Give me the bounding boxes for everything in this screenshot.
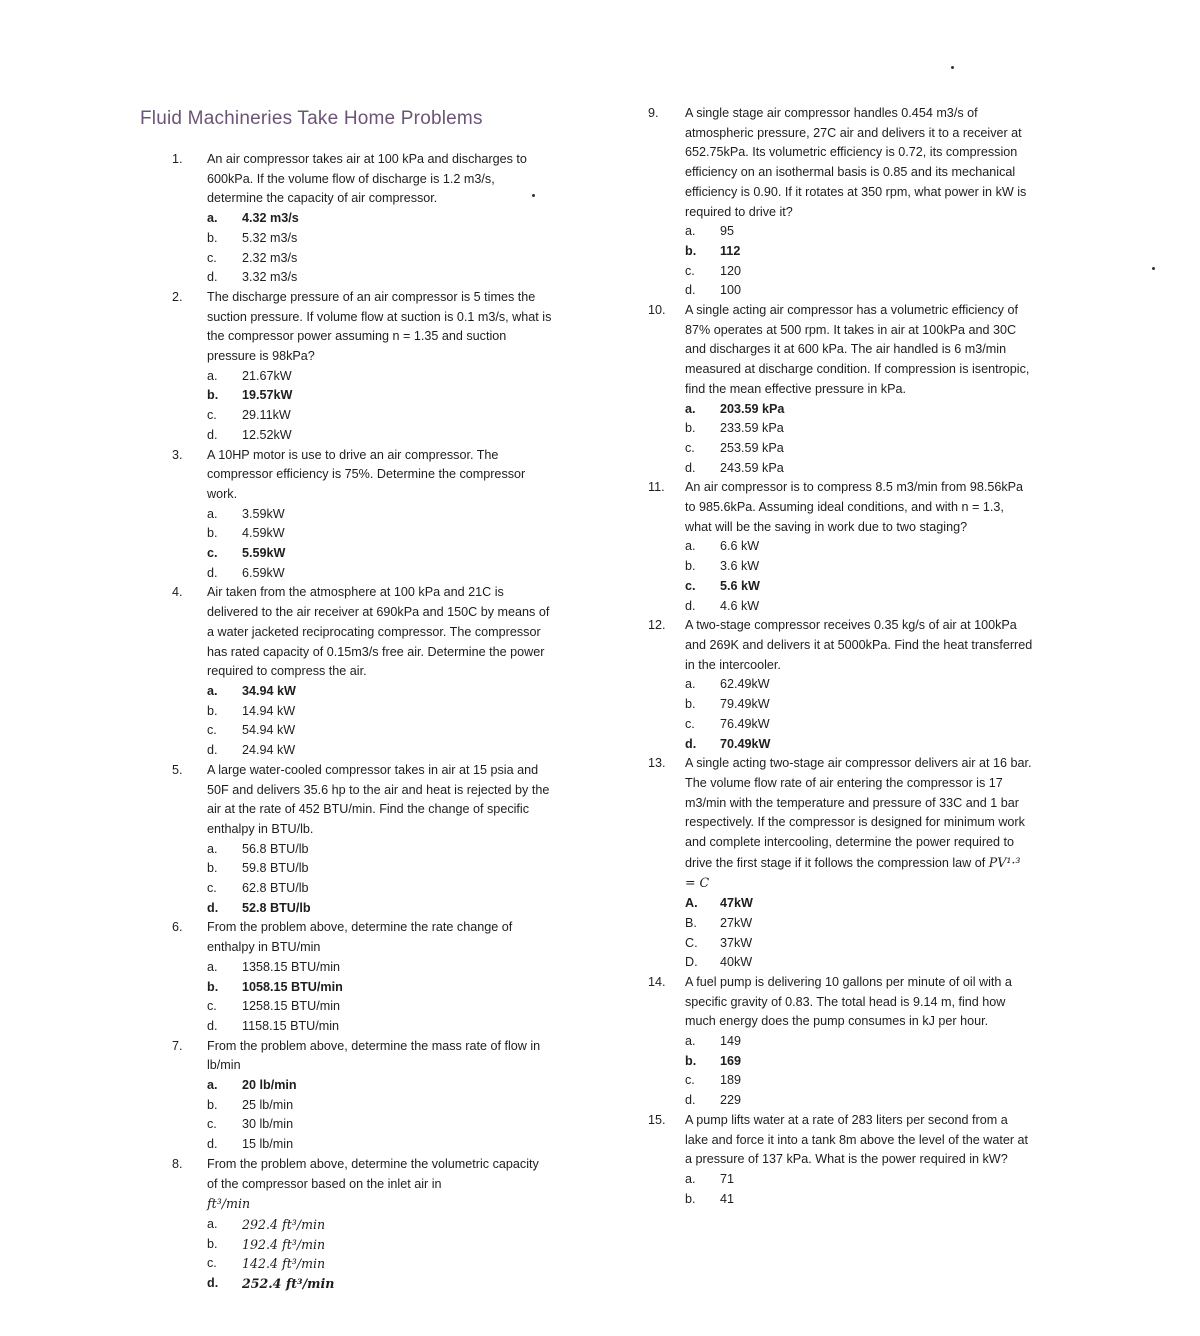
option-label: a. <box>207 1078 218 1093</box>
scan-speck <box>1152 267 1155 270</box>
question-text-body: A single acting two-stage air compressor delivers air at 16 bar. The volume flow rate of air entering the compressor is 17 m3/min with the temperature and pressure of 33C and 1 bar respectively. If the compressor is designed for minimum work and complete intercooling, determine the power required to drive the first stage if it follows the compression law of <box>685 756 1032 870</box>
question-6 <box>172 918 552 957</box>
question-14 <box>648 973 1033 1032</box>
question-text <box>685 754 1033 894</box>
option-value: 5.6 kW <box>720 578 760 593</box>
question-text: A fuel pump is delivering 10 gallons per minute of oil with a specific gravity of 0.83. The total head is 9.14 m, find how much energy does the pump consumes in kJ per hour. <box>685 974 1012 1029</box>
question-13 <box>648 754 1033 894</box>
option-12c <box>648 715 1033 735</box>
option-label: D. <box>685 955 698 970</box>
option-label: d. <box>207 743 218 758</box>
question-number: 13. <box>648 756 666 771</box>
option-value: 112 <box>720 243 741 258</box>
option-value: 1358.15 BTU/min <box>242 959 341 974</box>
option-value: 2.32 m3/s <box>242 250 298 265</box>
question-text <box>207 1155 552 1215</box>
option-label: b. <box>207 230 218 245</box>
left-column <box>172 150 552 1294</box>
question-12 <box>648 616 1033 675</box>
option-value: 76.49kW <box>720 716 770 731</box>
option-value: 34.94 kW <box>242 683 296 698</box>
option-value: 203.59 kPa <box>720 401 785 416</box>
option-2c <box>172 406 552 426</box>
option-value: 79.49kW <box>720 697 770 712</box>
question-number: 11. <box>648 480 665 495</box>
option-11b <box>648 557 1033 577</box>
question-4 <box>172 583 552 682</box>
question-number: 9. <box>648 106 659 120</box>
option-5d <box>172 899 552 919</box>
option-value: 3.6 kW <box>720 559 760 574</box>
option-2d <box>172 426 552 446</box>
question-number: 7. <box>172 1038 183 1053</box>
option-label: b. <box>207 388 219 403</box>
question-8 <box>172 1155 552 1215</box>
question-number: 10. <box>648 303 666 318</box>
option-label: C. <box>685 935 698 950</box>
option-5a <box>172 840 552 860</box>
option-value: 12.52kW <box>242 427 292 442</box>
option-value: 27kW <box>720 915 753 930</box>
question-text: From the problem above, determine the rate change of enthalpy in BTU/min <box>207 920 513 955</box>
option-label: d. <box>207 427 218 442</box>
option-label: d. <box>207 900 219 915</box>
option-1b <box>172 229 552 249</box>
option-value: 169 <box>720 1053 742 1068</box>
option-value: 37kW <box>720 935 753 950</box>
option-10b <box>648 419 1033 439</box>
scan-speck <box>532 194 535 197</box>
option-label: d. <box>207 1137 218 1152</box>
option-value: 292.4 ft³/min <box>242 1216 326 1232</box>
option-value: 54.94 kW <box>242 723 296 738</box>
option-label: b. <box>207 703 218 718</box>
option-label: c. <box>207 250 217 265</box>
option-label: a. <box>207 959 218 974</box>
option-13a <box>648 894 1033 914</box>
option-label: c. <box>207 408 217 423</box>
option-9a <box>648 222 1033 242</box>
unit-formula: ft³/min <box>207 1196 251 1212</box>
option-label: d. <box>685 460 696 475</box>
option-13b <box>648 914 1033 934</box>
option-12a <box>648 675 1033 695</box>
option-value: 4.32 m3/s <box>242 211 299 226</box>
option-4a <box>172 682 552 702</box>
option-15b <box>648 1190 1033 1210</box>
option-value: 3.59kW <box>242 506 285 521</box>
option-14a <box>648 1032 1033 1052</box>
question-text: A two-stage compressor receives 0.35 kg/s of air at 100kPa and 269K and delivers it at 5000kPa. Find the heat transferred in the intercooler. <box>685 618 1033 672</box>
option-13c <box>648 934 1033 954</box>
option-label: b. <box>207 1236 218 1251</box>
question-text: An air compressor takes air at 100 kPa and discharges to 600kPa. If the volume flow of discharge is 1.2 m3/s, determine the capacity of air compressor. <box>207 152 527 206</box>
option-12b <box>648 695 1033 715</box>
option-6a <box>172 958 552 978</box>
option-8a <box>172 1215 552 1235</box>
question-number: 6. <box>172 920 183 935</box>
question-text: The discharge pressure of an air compressor is 5 times the suction pressure. If volume flow at suction is 0.1 m3/s, what is the compressor power assuming n = 1.35 and suction pressure is 98kPa? <box>207 289 552 364</box>
option-value: 71 <box>720 1171 735 1186</box>
option-3c <box>172 544 552 564</box>
question-3 <box>172 446 552 505</box>
option-value: 95 <box>720 224 735 239</box>
question-text: A large water-cooled compressor takes in air at 15 psia and 50F and delivers 35.6 hp to the air and heat is rejected by the air at the rate of 452 BTU/min. Find the change of specific enthalpy in BTU/lb. <box>207 762 550 836</box>
option-value: 243.59 kPa <box>720 460 784 475</box>
option-value: 1058.15 BTU/min <box>242 979 343 994</box>
question-text: From the problem above, determine the mass rate of flow in lb/min <box>207 1038 541 1073</box>
question-10 <box>648 301 1033 400</box>
option-value: 24.94 kW <box>242 743 296 758</box>
option-2b <box>172 386 552 406</box>
option-label: b. <box>685 697 696 712</box>
option-1a <box>172 209 552 229</box>
option-11c <box>648 577 1033 597</box>
question-2 <box>172 288 552 367</box>
option-1d <box>172 268 552 288</box>
option-label: b. <box>207 1097 218 1112</box>
option-15a <box>648 1170 1033 1190</box>
option-label: a. <box>207 683 218 698</box>
option-11d <box>648 597 1033 617</box>
option-value: 5.32 m3/s <box>242 230 298 245</box>
option-11a <box>648 537 1033 557</box>
question-text: A single stage air compressor handles 0.454 m3/s of atmospheric pressure, 27C air and delivers it to a receiver at 652.75kPa. Its volumetric efficiency is 0.72, its compression efficiency on an isothermal basis is 0.85 and its mechanical efficiency is 0.90. If it rotates at 350 rpm, what power in kW is required to drive it? <box>685 106 1027 219</box>
option-label: a. <box>685 1034 696 1049</box>
option-label: b. <box>207 526 218 541</box>
option-value: 192.4 ft³/min <box>242 1236 326 1252</box>
option-label: d. <box>207 565 218 580</box>
option-value: 41 <box>720 1191 735 1206</box>
option-label: b. <box>207 861 218 876</box>
option-label: a. <box>207 1216 218 1231</box>
option-label: a. <box>685 401 696 416</box>
option-value: 142.4 ft³/min <box>242 1256 326 1272</box>
option-value: 14.94 kW <box>242 703 296 718</box>
option-value: 229 <box>720 1093 742 1108</box>
option-label: c. <box>685 716 695 731</box>
option-9d <box>648 281 1033 301</box>
option-label: c. <box>207 1256 217 1271</box>
option-value: 62.8 BTU/lb <box>242 881 309 896</box>
page-title: Fluid Machineries Take Home Problems <box>140 108 483 129</box>
question-text: A single acting air compressor has a volumetric efficiency of 87% operates at 500 rpm. It takes in air at 100kPa and 30C and discharges it at 600 kPa. The air handled is 6 m3/min measured at discharge condition. If compression is isentropic, find the mean effective pressure in kPa. <box>685 303 1030 396</box>
option-value: 19.57kW <box>242 388 293 403</box>
option-label: d. <box>685 736 697 751</box>
option-5b <box>172 859 552 879</box>
option-label: A. <box>685 896 698 911</box>
option-value: 233.59 kPa <box>720 421 784 436</box>
option-13d <box>648 953 1033 973</box>
option-7c <box>172 1115 552 1135</box>
option-value: 149 <box>720 1034 742 1049</box>
option-label: b. <box>685 421 696 436</box>
option-8d <box>172 1274 552 1294</box>
option-value: 100 <box>720 283 742 298</box>
right-column <box>648 104 1033 1209</box>
option-value: 6.59kW <box>242 565 285 580</box>
option-label: d. <box>685 1093 696 1108</box>
option-7d <box>172 1135 552 1155</box>
option-value: 59.8 BTU/lb <box>242 861 309 876</box>
option-label: a. <box>207 368 218 383</box>
option-value: 25 lb/min <box>242 1097 294 1112</box>
option-4c <box>172 721 552 741</box>
option-value: 6.6 kW <box>720 539 760 554</box>
question-11 <box>648 478 1033 537</box>
question-text: An air compressor is to compress 8.5 m3/min from 98.56kPa to 985.6kPa. Assuming ideal conditions, and with n = 1.3, what will be the saving in work due to two staging? <box>685 480 1024 534</box>
option-value: 20 lb/min <box>242 1078 297 1093</box>
option-value: 3.32 m3/s <box>242 270 298 285</box>
option-value: 29.11kW <box>242 408 291 423</box>
option-1c <box>172 249 552 269</box>
question-5 <box>172 761 552 840</box>
option-label: c. <box>685 263 695 278</box>
option-label: d. <box>685 283 696 298</box>
option-label: a. <box>207 506 218 521</box>
option-7b <box>172 1096 552 1116</box>
question-text: A pump lifts water at a rate of 283 liters per second from a lake and force it into a tank 8m above the level of the water at a pressure of 137 kPa. What is the power required in kW? <box>685 1112 1029 1167</box>
option-label: c. <box>207 1117 217 1132</box>
option-value: 252.4 ft³/min <box>242 1276 335 1292</box>
question-1 <box>172 150 552 209</box>
option-label: a. <box>685 677 696 692</box>
option-14b <box>648 1052 1033 1072</box>
question-9 <box>648 104 1033 222</box>
compression-law-formula: PV¹·³ = C <box>685 854 1021 891</box>
option-label: d. <box>685 598 696 613</box>
option-label: c. <box>207 881 217 896</box>
option-6d <box>172 1017 552 1037</box>
option-label: b. <box>685 1191 696 1206</box>
option-12d <box>648 735 1033 755</box>
option-10d <box>648 459 1033 479</box>
option-value: 40kW <box>720 955 753 970</box>
option-value: 253.59 kPa <box>720 440 784 455</box>
option-8c <box>172 1254 552 1274</box>
option-label: B. <box>685 915 697 930</box>
option-label: d. <box>207 270 218 285</box>
option-label: c. <box>685 440 695 455</box>
option-label: a. <box>685 539 696 554</box>
option-value: 4.6 kW <box>720 598 760 613</box>
option-label: b. <box>685 559 696 574</box>
option-label: a. <box>685 224 696 239</box>
question-number: 2. <box>172 289 183 304</box>
option-value: 62.49kW <box>720 677 770 692</box>
option-label: d. <box>207 1276 219 1291</box>
question-number: 8. <box>172 1156 183 1171</box>
option-value: 189 <box>720 1073 742 1088</box>
question-text-body: From the problem above, determine the volumetric capacity of the compressor based on the inlet air in <box>207 1156 539 1191</box>
option-9c <box>648 262 1033 282</box>
option-8b <box>172 1235 552 1255</box>
option-value: 30 lb/min <box>242 1117 294 1132</box>
option-value: 1258.15 BTU/min <box>242 999 341 1014</box>
option-4b <box>172 702 552 722</box>
option-label: a. <box>207 841 218 856</box>
option-label: c. <box>685 1073 695 1088</box>
option-3d <box>172 564 552 584</box>
option-label: d. <box>207 1018 218 1033</box>
question-number: 14. <box>648 974 666 989</box>
option-value: 21.67kW <box>242 368 292 383</box>
option-value: 70.49kW <box>720 736 771 751</box>
option-value: 15 lb/min <box>242 1137 294 1152</box>
question-number: 3. <box>172 447 183 462</box>
option-9b <box>648 242 1033 262</box>
option-4d <box>172 741 552 761</box>
option-label: a. <box>685 1171 696 1186</box>
option-5c <box>172 879 552 899</box>
option-10a <box>648 400 1033 420</box>
question-7 <box>172 1037 552 1076</box>
question-15 <box>648 1111 1033 1170</box>
option-value: 120 <box>720 263 742 278</box>
option-label: b. <box>207 979 219 994</box>
option-label: b. <box>685 1053 697 1068</box>
question-number: 12. <box>648 618 666 633</box>
option-value: 47kW <box>720 896 753 911</box>
option-value: 5.59kW <box>242 546 286 561</box>
question-number: 5. <box>172 762 183 777</box>
option-label: c. <box>685 578 696 593</box>
option-label: a. <box>207 211 218 226</box>
option-value: 1158.15 BTU/min <box>242 1018 340 1033</box>
option-2a <box>172 367 552 387</box>
question-number: 4. <box>172 585 183 600</box>
question-number: 1. <box>172 152 183 166</box>
option-label: c. <box>207 723 217 738</box>
option-3a <box>172 505 552 525</box>
scan-speck <box>951 66 954 69</box>
option-6b <box>172 978 552 998</box>
option-label: c. <box>207 546 218 561</box>
option-14d <box>648 1091 1033 1111</box>
question-number: 15. <box>648 1112 666 1127</box>
option-value: 56.8 BTU/lb <box>242 841 309 856</box>
option-10c <box>648 439 1033 459</box>
option-3b <box>172 524 552 544</box>
option-label: b. <box>685 243 697 258</box>
option-14c <box>648 1071 1033 1091</box>
option-value: 52.8 BTU/lb <box>242 900 311 915</box>
question-text: Air taken from the atmosphere at 100 kPa and 21C is delivered to the air receiver at 690kPa and 150C by means of a water jacketed reciprocating compressor. The compressor has rated capacity of 0.15m3/s free air. Determine the power required to compress the air. <box>207 585 550 679</box>
option-label: c. <box>207 999 217 1014</box>
option-6c <box>172 997 552 1017</box>
option-7a <box>172 1076 552 1096</box>
option-value: 4.59kW <box>242 526 285 541</box>
question-text: A 10HP motor is use to drive an air compressor. The compressor efficiency is 75%. Determine the compressor work. <box>207 447 526 501</box>
